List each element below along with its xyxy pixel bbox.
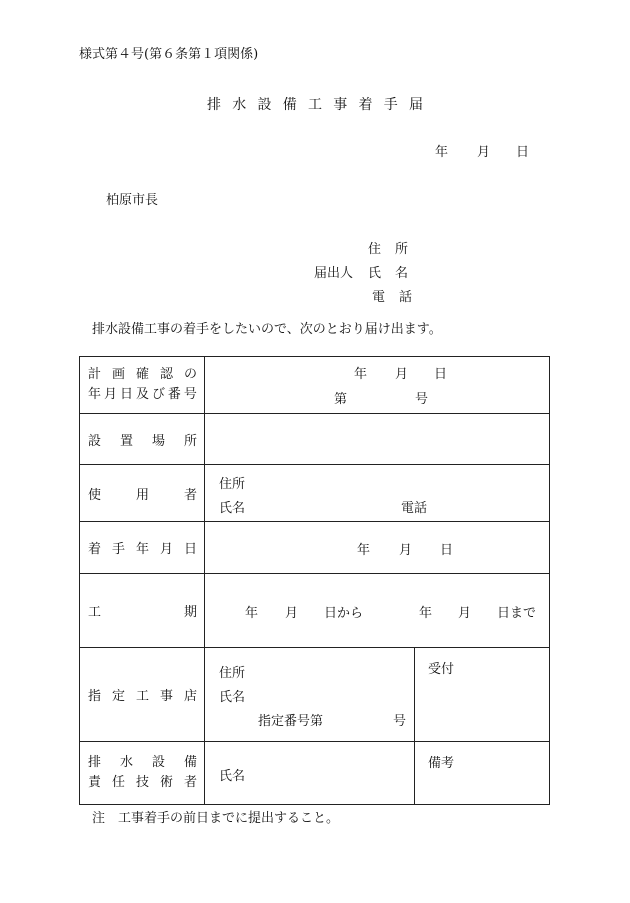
row-period xyxy=(80,574,550,648)
intro-text: 排水設備工事の着手をしたいので、次のとおり届け出ます。 xyxy=(92,322,442,337)
label-contractor: 指 定 工 事 店 xyxy=(80,648,205,742)
label-plan-confirmation: 計 画 確 認 の 年 月 日 及 び 番 号 xyxy=(80,357,205,414)
row-engineer xyxy=(80,742,550,805)
title-char: 水 xyxy=(232,97,247,113)
title-char: 備 xyxy=(282,97,297,113)
received-label: 受付 xyxy=(428,662,455,677)
title-char: 届 xyxy=(409,97,423,113)
engineer-value-cell[interactable] xyxy=(205,742,415,805)
addressee: 柏原市長 xyxy=(106,193,159,208)
user-name-label: 氏名 xyxy=(219,501,246,516)
label-period: 工 期 xyxy=(80,574,205,648)
location-value-cell[interactable] xyxy=(205,414,550,465)
plan-date-number-cell[interactable] xyxy=(205,357,550,414)
contractor-address-label: 住所 xyxy=(219,666,246,681)
contractor-name-label: 氏名 xyxy=(219,690,246,705)
row-contractor xyxy=(80,648,550,742)
label-start-date: 着 手 年 月 日 xyxy=(80,522,205,574)
title-char: 着 xyxy=(358,97,373,113)
title-char: 排 xyxy=(207,97,221,113)
title-char: 設 xyxy=(257,97,272,113)
applicant-name-label: 氏 名 xyxy=(368,266,408,281)
start-year: 年 xyxy=(357,543,371,558)
start-day: 日 xyxy=(440,543,454,558)
label-user: 使 用 者 xyxy=(80,465,205,522)
row-start-date xyxy=(80,522,550,574)
contractor-number-suffix: 号 xyxy=(393,714,407,729)
document-title xyxy=(207,94,423,114)
footnote: 注 工事着手の前日までに提出すること。 xyxy=(92,811,340,826)
plan-number-prefix: 第 xyxy=(334,392,348,407)
applicant-phone-label: 電 話 xyxy=(372,290,412,305)
user-address-label: 住所 xyxy=(219,477,246,492)
plan-year: 年 xyxy=(354,367,368,382)
title-char: 手 xyxy=(383,97,398,113)
title-char: 工 xyxy=(308,97,322,113)
row-user xyxy=(80,465,550,522)
plan-day: 日 xyxy=(434,367,448,382)
row-plan-confirmation xyxy=(80,357,550,414)
period-month-to: 月 xyxy=(458,606,472,621)
period-year-from: 年 xyxy=(245,606,259,621)
date-day: 日 xyxy=(516,145,530,160)
row-location xyxy=(80,414,550,465)
contractor-designated-number: 指定番号第 xyxy=(258,714,324,729)
remarks-label: 備考 xyxy=(428,756,455,771)
date-month: 月 xyxy=(477,145,491,160)
start-date-cell[interactable] xyxy=(205,522,550,574)
plan-number-suffix: 号 xyxy=(415,392,429,407)
contractor-value-cell[interactable] xyxy=(205,648,415,742)
applicant-notifier: 届出人 xyxy=(314,266,354,281)
label-engineer: 排 水 設 備 責 任 技 術 者 xyxy=(80,742,205,805)
period-day-to: 日まで xyxy=(497,606,537,621)
form-number: 様式第４号(第６条第１項関係) xyxy=(79,47,259,62)
period-day-from: 日から xyxy=(324,606,364,621)
period-cell[interactable] xyxy=(205,574,550,648)
user-phone-label: 電話 xyxy=(401,501,428,516)
period-year-to: 年 xyxy=(419,606,433,621)
title-char: 事 xyxy=(333,97,348,113)
applicant-address-label: 住 所 xyxy=(368,242,408,257)
label-location: 設 置 場 所 xyxy=(80,414,205,465)
received-cell[interactable] xyxy=(415,648,550,742)
start-month: 月 xyxy=(399,543,413,558)
user-value-cell[interactable] xyxy=(205,465,550,522)
remarks-cell[interactable] xyxy=(415,742,550,805)
engineer-name-label: 氏名 xyxy=(219,769,246,784)
plan-month: 月 xyxy=(395,367,409,382)
period-month-from: 月 xyxy=(285,606,299,621)
date-year: 年 xyxy=(435,145,449,160)
application-form-table xyxy=(79,356,550,805)
